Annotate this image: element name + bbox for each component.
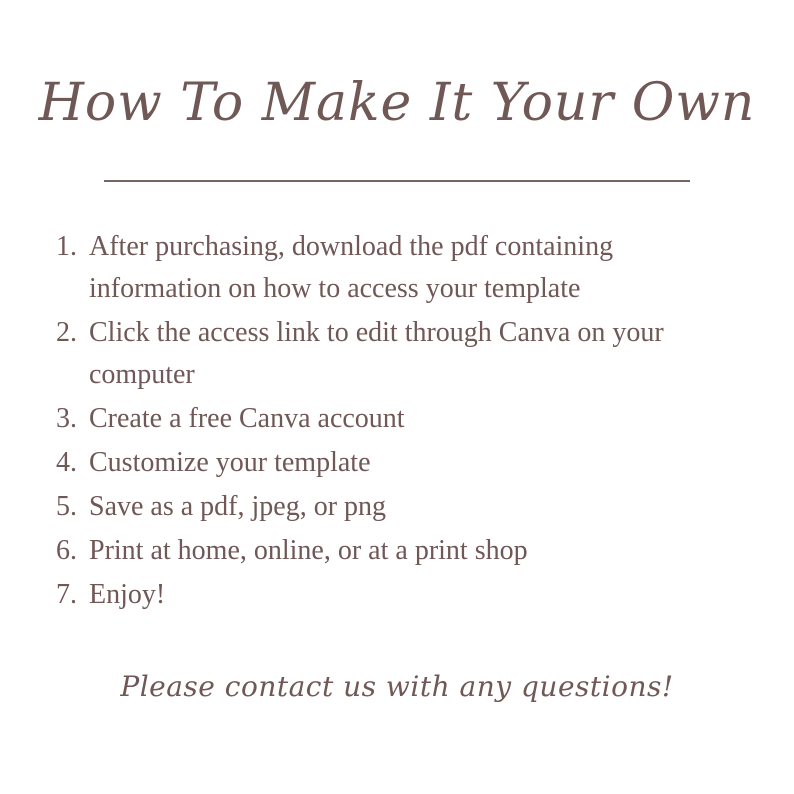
step-number: 6. <box>56 535 77 566</box>
title-divider <box>104 180 690 182</box>
page-title: How To Make It Your Own <box>38 73 756 133</box>
step-text <box>89 574 766 616</box>
step-item <box>56 398 766 440</box>
step-line: Save as a pdf, jpeg, or png <box>89 491 387 522</box>
step-line: Create a free Canva account <box>89 403 405 434</box>
step-line: Enjoy! <box>89 579 166 610</box>
step-item <box>56 442 766 484</box>
step-text <box>89 530 766 572</box>
contact-note: Please contact us with any questions! <box>120 670 674 703</box>
step-line: Click the access link to edit through Canva on your <box>89 317 664 348</box>
step-number: 7. <box>56 579 77 610</box>
step-item <box>56 530 766 572</box>
step-number: 1. <box>56 231 77 262</box>
step-item <box>56 486 766 528</box>
step-number: 5. <box>56 491 77 522</box>
step-text <box>89 442 766 484</box>
step-item <box>56 226 766 310</box>
step-item <box>56 312 766 396</box>
step-item <box>56 574 766 616</box>
step-line: computer <box>89 359 195 390</box>
step-text <box>89 398 766 440</box>
steps-list <box>56 226 766 618</box>
step-line: Print at home, online, or at a print shop <box>89 535 528 566</box>
step-number: 3. <box>56 403 77 434</box>
step-line: information on how to access your template <box>89 273 581 304</box>
step-line: Customize your template <box>89 447 371 478</box>
step-text <box>89 486 766 528</box>
step-text <box>89 312 766 396</box>
step-number: 2. <box>56 317 77 348</box>
step-number: 4. <box>56 447 77 478</box>
step-text <box>89 226 766 310</box>
step-line: After purchasing, download the pdf containing <box>89 231 614 262</box>
